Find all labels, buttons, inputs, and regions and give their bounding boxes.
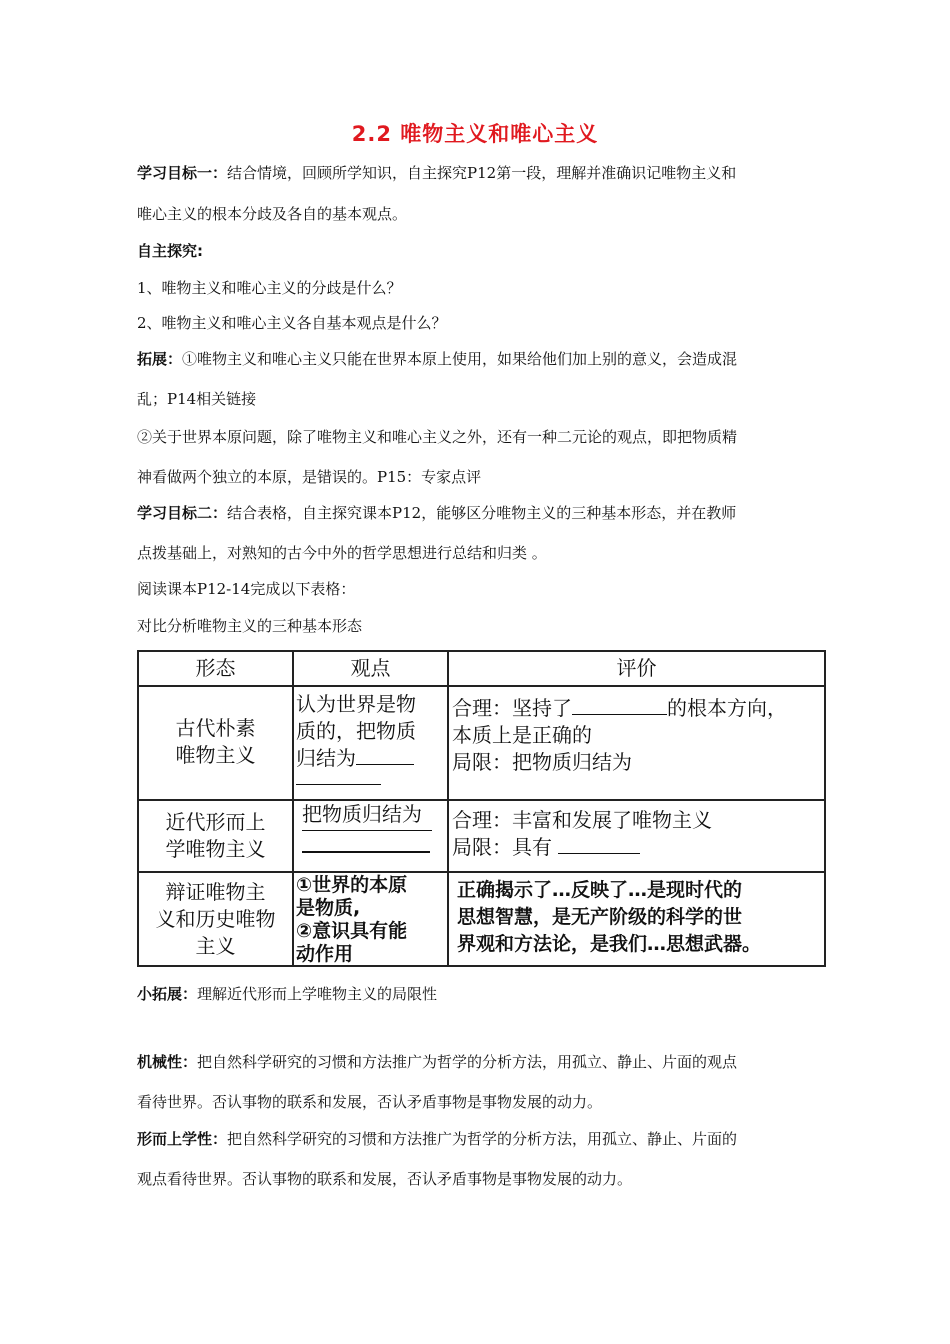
- row1-view-line1: 认为世界是物: [296, 692, 416, 716]
- mechanical-line1: [137, 1051, 817, 1073]
- fill-blank: [356, 764, 414, 765]
- row1-view-line3: [296, 745, 447, 772]
- page-title: 2.2 唯物主义和唯心主义: [351, 122, 599, 146]
- row1-eval-line1a: 合理：坚持了: [452, 696, 572, 720]
- comparison-table: [137, 650, 826, 967]
- metaphysical-line2: 观点看待世界。否认事物的联系和发展，否认矛盾事物是事物发展的动力。: [137, 1170, 633, 1188]
- row3-eval-line2: 思想智慧，是无产阶级的科学的世: [457, 906, 743, 928]
- fill-blank: [302, 830, 432, 831]
- small-extend-label: 小拓展：: [137, 985, 198, 1003]
- row1-view: [294, 687, 449, 799]
- goal1-line2: 唯心主义的根本分歧及各自的基本观点。: [137, 205, 408, 223]
- table-header-row: [139, 652, 824, 687]
- row2-form: [139, 801, 294, 871]
- table-caption: 对比分析唯物主义的三种基本形态: [137, 617, 363, 635]
- metaphysical-label: 形而上学性：: [137, 1130, 228, 1148]
- header-view: 观点: [294, 652, 449, 685]
- fill-blank: [296, 784, 381, 785]
- table-row: [139, 873, 824, 965]
- row2-eval-line1: 合理：丰富和发展了唯物主义: [452, 808, 712, 832]
- header-form: 形态: [139, 652, 294, 685]
- row3-eval-line3: 界观和方法论，是我们…思想武器。: [457, 933, 762, 955]
- mechanical-line2: 看待世界。否认事物的联系和发展，否认矛盾事物是事物发展的动力。: [137, 1093, 603, 1111]
- row3-view: [294, 873, 449, 965]
- metaphysical-text-1: 把自然科学研究的习惯和方法推广为哲学的分析方法，用孤立、静止、片面的: [227, 1130, 738, 1148]
- row3-form-line3: 主义: [195, 934, 236, 958]
- row1-eval-line1b: 的根本方向，: [667, 696, 787, 720]
- goal2-text-1: 结合表格，自主探究课本P12，能够区分唯物主义的三种基本形态，并在教师: [227, 504, 737, 522]
- row3-eval: [449, 873, 824, 965]
- goal2-label: 学习目标二：: [137, 504, 228, 522]
- goal1-label: 学习目标一：: [137, 164, 228, 182]
- row1-eval-line2: 本质上是正确的: [452, 723, 592, 747]
- row3-form-line2: 义和历史唯物: [155, 907, 276, 931]
- row2-form-line1: 近代形而上: [165, 810, 266, 834]
- row3-view-line4: 动作用: [296, 943, 354, 965]
- extend-p1-text-1: ①唯物主义和唯心主义只能在世界本原上使用，如果给他们加上别的意义，会造成混: [182, 350, 738, 368]
- header-eval: 评价: [616, 656, 657, 680]
- row1-form-line2: 唯物主义: [175, 743, 256, 767]
- extend-label: 拓展：: [137, 350, 183, 368]
- row1-eval-line3: 局限：把物质归结为: [452, 750, 632, 774]
- goal2-line2: 点拨基础上，对熟知的古今中外的哲学思想进行总结和归类 。: [137, 544, 547, 562]
- fill-blank: [302, 851, 430, 853]
- extend-p1-line2: 乱；P14相关链接: [137, 390, 257, 408]
- row3-view-line1: ①世界的本原: [296, 874, 408, 896]
- row1-form: [139, 687, 294, 799]
- row1-eval-line1: [452, 695, 824, 722]
- extend-p2-line2: 神看做两个独立的本原，是错误的。P15：专家点评: [137, 468, 482, 486]
- row2-form-line2: 学唯物主义: [165, 837, 266, 861]
- row2-eval: [449, 801, 824, 871]
- row2-eval-line2: [452, 834, 824, 861]
- explore-label: 自主探究:: [137, 242, 203, 260]
- small-extend-line: [137, 983, 817, 1005]
- row2-eval-line2-text: 局限：具有: [452, 835, 552, 859]
- table-row: [139, 687, 824, 801]
- fill-blank: [572, 714, 667, 715]
- goal1-line1: [137, 162, 817, 184]
- small-extend-text: 理解近代形而上学唯物主义的局限性: [197, 985, 438, 1003]
- row3-view-line2: 是物质,: [296, 897, 361, 919]
- mechanical-text-1: 把自然科学研究的习惯和方法推广为哲学的分析方法，用孤立、静止、片面的观点: [197, 1053, 738, 1071]
- row1-form-line1: 古代朴素: [175, 716, 256, 740]
- row2-view: [294, 801, 449, 871]
- row3-form-line1: 辩证唯物主: [165, 880, 266, 904]
- row1-eval: [449, 687, 824, 799]
- fill-blank: [558, 853, 640, 854]
- row3-form: [139, 873, 294, 965]
- table-row: [139, 801, 824, 873]
- extend-line1: [137, 348, 817, 370]
- extend-p2-line1: ②关于世界本原问题，除了唯物主义和唯心主义之外，还有一种二元论的观点，即把物质精: [137, 428, 738, 446]
- row1-view-line3-text: 归结为: [296, 746, 356, 770]
- row1-view-line2: 质的，把物质: [296, 719, 416, 743]
- metaphysical-line1: [137, 1128, 817, 1150]
- row3-eval-line1: 正确揭示了…反映了…是现时代的: [457, 879, 743, 901]
- row3-view-line3: ②意识具有能: [296, 920, 408, 942]
- reading-instruction: 阅读课本P12-14完成以下表格：: [137, 580, 356, 598]
- mechanical-label: 机械性：: [137, 1053, 198, 1071]
- explore-question-2: 2、唯物主义和唯心主义各自基本观点是什么？: [137, 314, 447, 332]
- goal1-text-1: 结合情境，回顾所学知识，自主探究P12第一段，理解并准确识记唯物主义和: [227, 164, 737, 182]
- explore-question-1: 1、唯物主义和唯心主义的分歧是什么？: [137, 279, 402, 297]
- row2-view-line1: 把物质归结为: [302, 802, 422, 826]
- goal2-line1: [137, 502, 817, 524]
